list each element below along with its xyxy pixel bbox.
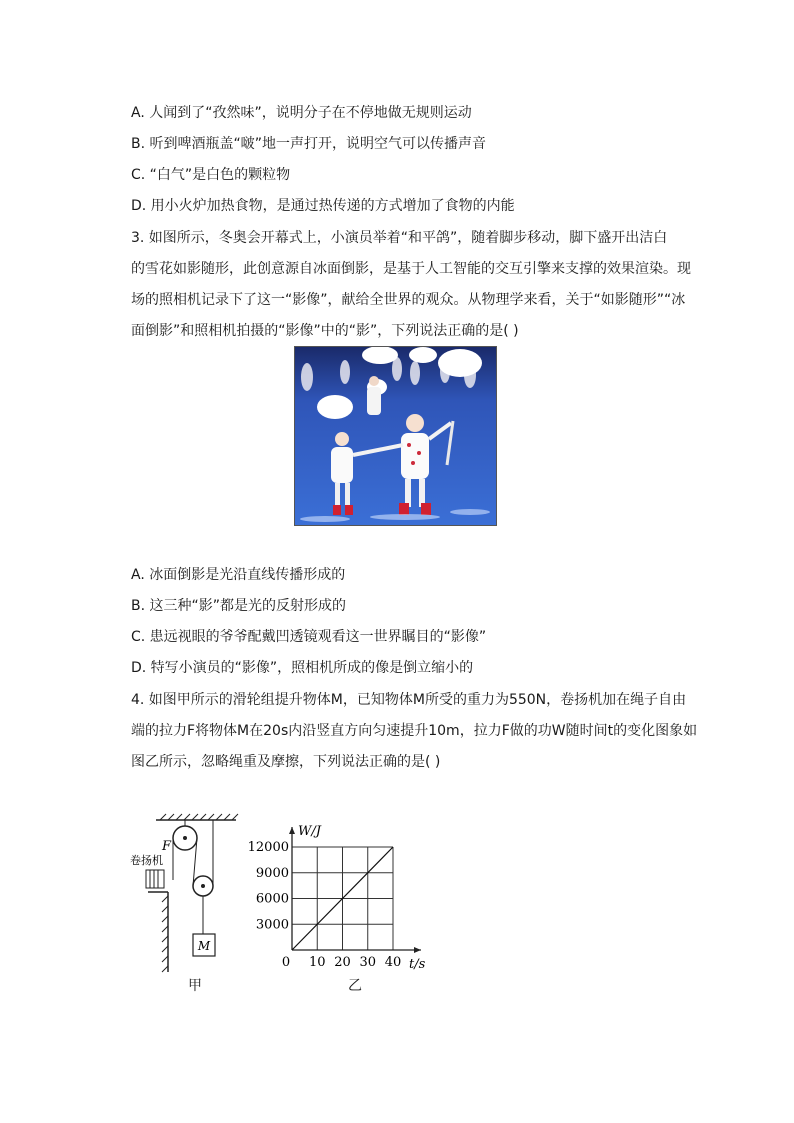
y-axis-arrow [289,827,295,834]
winch-label: 卷扬机 [130,854,163,867]
x-axis-label: t/s [409,957,426,972]
q3-option-a: A. 冰面倒影是光沿直线传播形成的 [131,567,346,583]
x-tick-label: 20 [334,955,351,970]
x-tick-label: 40 [384,955,402,970]
q2-option-d: D. 用小火炉加热食物，是通过热传递的方式增加了食物的内能 [131,198,515,214]
q3-stem-line2: 的雪花如影随形，此创意源自冰面倒影，是基于人工智能的交互引擎来支撑的效果渲染。现 [131,261,691,277]
figure-jia-caption: 甲 [188,978,202,994]
q3-option-b: B. 这三种“影”都是光的反射形成的 [131,598,347,614]
q4-stem-line1: 4. 如图甲所示的滑轮组提升物体M，已知物体M所受的重力为550N，卷扬机加在绳子自由 [131,692,687,708]
q2-option-c: C. “白气”是白色的颗粒物 [131,167,291,183]
x-tick-label: 10 [308,955,326,970]
pulley-system-diagram [128,812,240,982]
force-label: F [162,839,172,854]
y-tick-label: 9000 [255,865,289,881]
x-tick-label: 30 [359,955,377,970]
q3-stem-line3: 场的照相机记录下了这一“影像”，献给全世界的观众。从物理学来看，关于“如影随形”“冰 [131,292,686,308]
x-axis-arrow [414,947,421,953]
q2-option-b: B. 听到啤酒瓶盖“啵”地一声打开，说明空气可以传播声音 [131,136,487,152]
figure-yi-caption: 乙 [348,978,362,994]
y-tick-label: 6000 [255,891,289,907]
q3-option-c: C. 患远视眼的爷爷配戴凹透镜观看这一世界瞩目的“影像” [131,629,487,645]
y-tick-label: 3000 [255,917,289,933]
q3-stem-line1: 3. 如图所示，冬奥会开幕式上，小演员举着“和平鸽”，随着脚步移动，脚下盛开出洁白 [131,230,668,246]
q3-option-d: D. 特写小演员的“影像”，照相机所成的像是倒立缩小的 [131,660,474,676]
work-time-chart [248,820,438,980]
q3-stem-line4: 面倒影”和照相机拍摄的“影像”中的“影”，下列说法正确的是( ) [131,323,519,339]
x-tick-label: 0 [281,955,291,970]
q4-stem-line3: 图乙所示，忽略绳重及摩擦，下列说法正确的是( ) [131,754,441,770]
y-axis-label: W/J [298,824,321,839]
y-tick-label: 12000 [248,840,289,855]
q4-stem-line2: 端的拉力F将物体M在20s内沿竖直方向匀速提升10m，拉力F做的功W随时间t的变化图象如 [131,723,698,739]
q2-option-a: A. 人闻到了“孜然味”，说明分子在不停地做无规则运动 [131,105,472,121]
olympics-ceremony-photo [294,346,497,526]
mass-label: M [197,939,211,953]
